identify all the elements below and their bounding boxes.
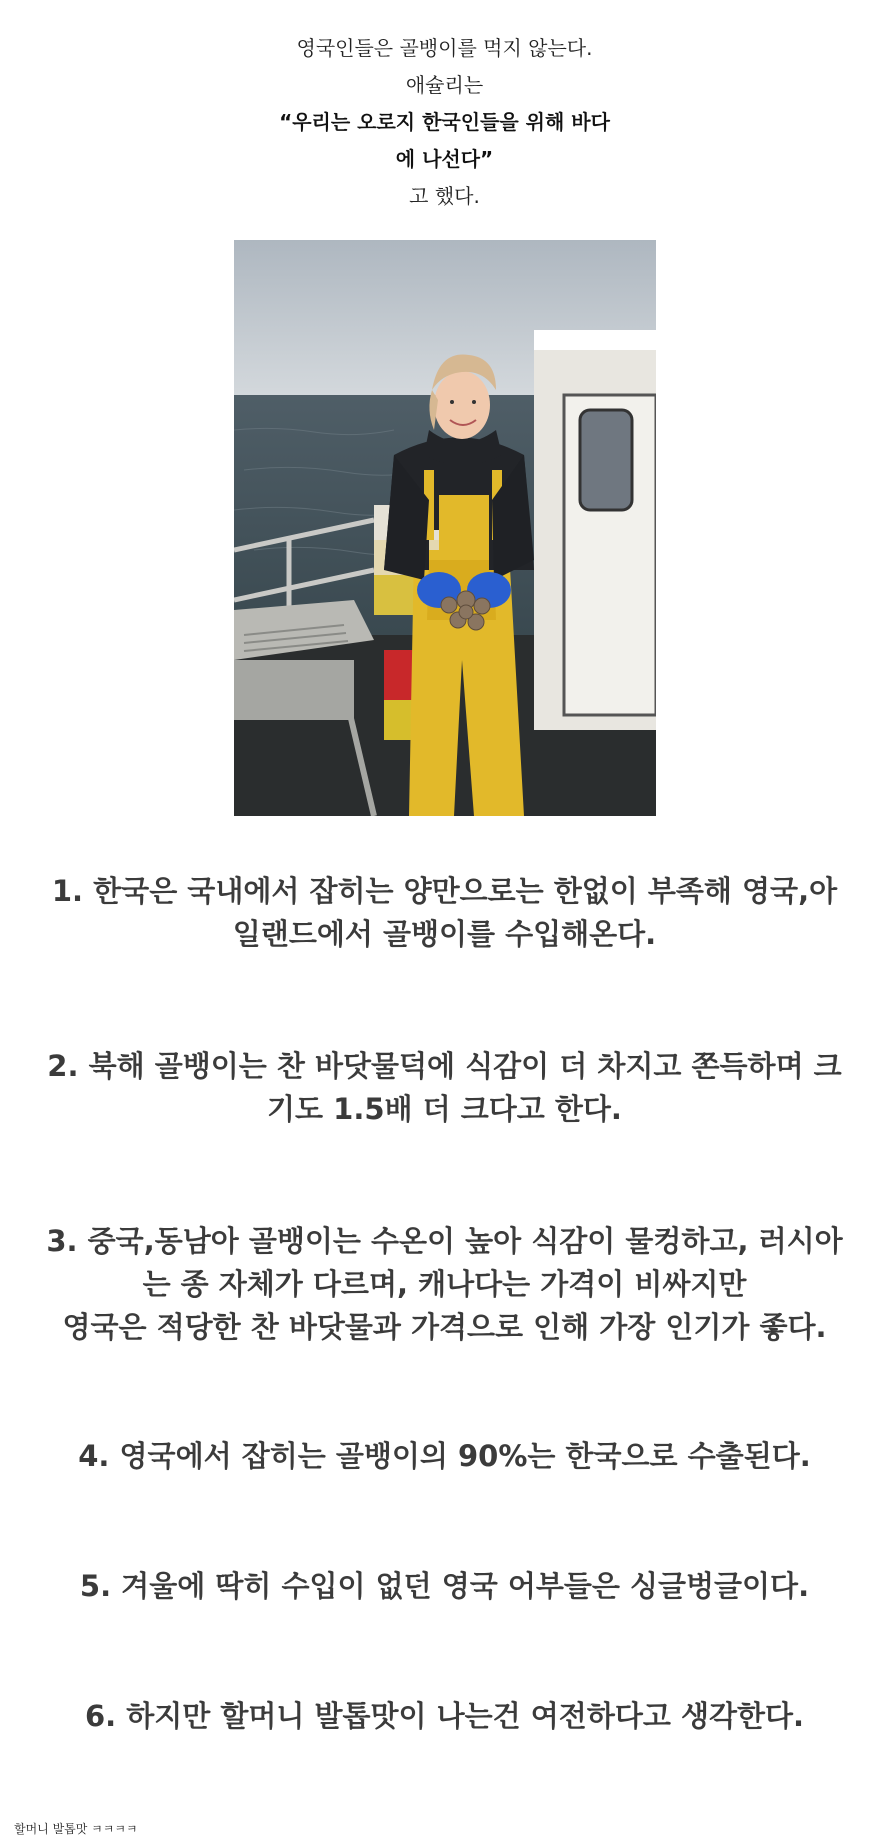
fisher-photo-illustration [234,240,656,816]
fact-6 [30,1695,859,1738]
caption-quote-line-2: 에 나선다” [395,147,494,171]
fact-5 [30,1565,859,1608]
fact-4-line-1: 4. 영국에서 잡히는 골뱅이의 90%는 한국으로 수출된다. [78,1439,811,1473]
fact-4 [30,1435,859,1478]
fact-3-line-1: 3. 중국,동남아 골뱅이는 수온이 높아 식감이 물컹하고, 러시아 [46,1224,843,1258]
intro-caption [0,30,889,215]
fact-3-line-3: 영국은 적당한 찬 바닷물과 가격으로 인해 가장 인기가 좋다. [62,1310,827,1344]
fact-6-line-1: 6. 하지만 할머니 발톱맛이 나는건 여전하다고 생각한다. [84,1699,805,1733]
fact-5-line-1: 5. 겨울에 딱히 수입이 없던 영국 어부들은 싱글벙글이다. [79,1569,810,1603]
caption-line-1: 영국인들은 골뱅이를 먹지 않는다. [296,36,593,60]
caption-line-2: 애슐리는 [405,73,484,97]
fact-1 [30,870,859,956]
fisher-photo [234,240,656,816]
fact-1-line-2: 일랜드에서 골뱅이를 수입해온다. [232,917,657,951]
fact-1-line-1: 1. 한국은 국내에서 잡히는 양만으로는 한없이 부족해 영국,아 [51,874,838,908]
fact-2-line-1: 2. 북해 골뱅이는 찬 바닷물덕에 식감이 더 차지고 쫀득하며 크 [47,1049,842,1083]
caption-quote-line-1: “우리는 오로지 한국인들을 위해 바다 [279,110,610,134]
fact-2-line-2: 기도 1.5배 더 크다고 한다. [267,1092,622,1126]
footnote: 할머니 발톱맛 ㅋㅋㅋㅋ [14,1822,138,1836]
fact-2 [30,1045,859,1131]
fact-3 [30,1220,859,1349]
caption-line-5: 고 했다. [409,184,480,208]
fact-3-line-2: 는 종 자체가 다르며, 캐나다는 가격이 비싸지만 [142,1267,747,1301]
